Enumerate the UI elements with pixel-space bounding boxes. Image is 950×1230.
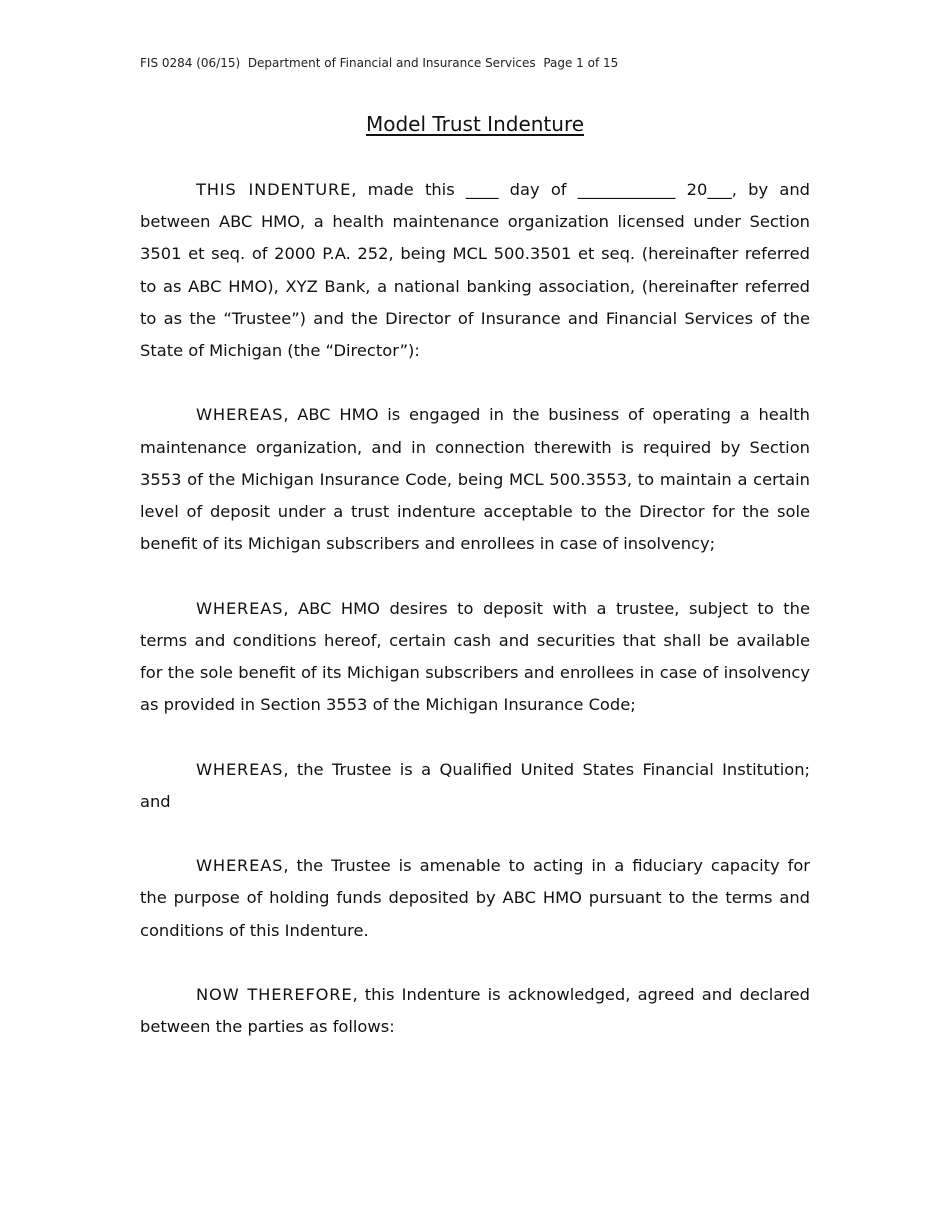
paragraph-text: , the Trustee is a Qualified United States Financial Institution; and — [140, 759, 810, 811]
paragraph-whereas-trustee-qualified — [140, 754, 810, 818]
paragraph-lead: WHEREAS — [196, 598, 284, 618]
form-id: FIS 0284 (06/15) — [140, 56, 241, 70]
paragraph-text: , this Indenture is acknowledged, agreed and declared between the parties as follows: — [140, 985, 810, 1037]
page-number: Page 1 of 15 — [543, 56, 619, 70]
paragraph-lead: THIS INDENTURE — [196, 180, 352, 199]
paragraph-text: , ABC HMO is engaged in the business of operating a health maintenance organization, and in connection therewith is required by Section 3553 of the Michigan Insurance Code, being MCL 500.3553, to maintain a certain level of deposit under a trust indenture acceptable to the Director for the sole benefit of its Michigan subscribers and enrollees in case of insolvency; — [140, 405, 810, 554]
paragraph-lead: WHEREAS — [196, 856, 284, 876]
paragraph-text: , made this ____ day of ____________ 20___, by and between ABC HMO, a health maintenance organization licensed under Section 3501 et seq. of 2000 P.A. 252, being MCL 500.3501 et seq. (hereinafter referred to as ABC HMO), XYZ Bank, a national banking association, (hereinafter referred to as the “Trustee”) and the Director of Insurance and Financial Services of the State of Michigan (the “Director”): — [140, 180, 810, 361]
paragraph-lead: NOW THEREFORE — [196, 985, 353, 1004]
document-title: Model Trust Indenture — [365, 112, 585, 136]
paragraph-now-therefore — [140, 979, 810, 1043]
page-header — [140, 55, 618, 71]
paragraph-text: , ABC HMO desires to deposit with a trustee, subject to the terms and conditions hereof, certain cash and securities that shall be available for the sole benefit of its Michigan subscribers and enrollees in case of insolvency as provided in Section 3553 of the Michigan Insurance Code; — [140, 598, 810, 715]
department-name: Department of Financial and Insurance Services — [247, 56, 536, 70]
paragraph-whereas-deposit — [140, 593, 810, 722]
paragraph-whereas-business — [140, 399, 810, 560]
paragraph-indenture — [140, 174, 810, 367]
paragraph-lead: WHEREAS — [196, 759, 284, 779]
paragraph-text: , the Trustee is amenable to acting in a fiduciary capacity for the purpose of holding funds deposited by ABC HMO pursuant to the terms and conditions of this Indenture. — [140, 856, 810, 940]
paragraph-whereas-trustee-fiduciary — [140, 850, 810, 947]
document-body — [140, 174, 810, 1043]
paragraph-lead: WHEREAS — [196, 405, 284, 425]
